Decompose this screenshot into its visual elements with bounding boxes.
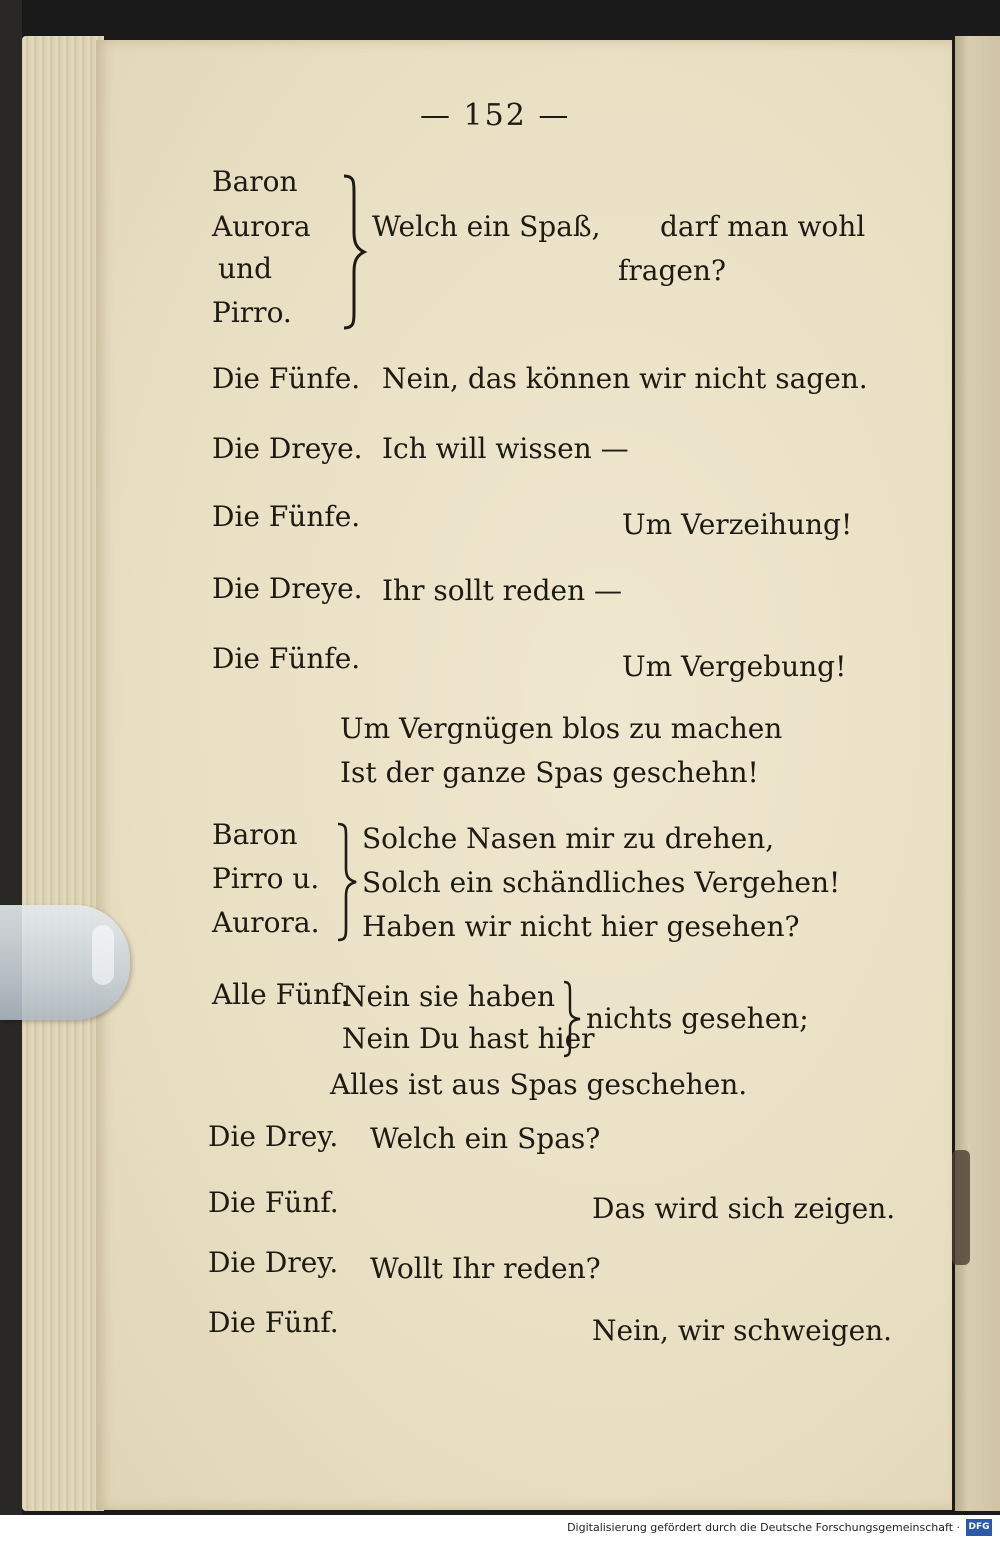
facing-page-edge xyxy=(955,36,1000,1511)
dialogue-speaker: Die Dreye. xyxy=(212,432,363,465)
dfg-logo: DFG xyxy=(966,1519,992,1536)
curly-brace-2 xyxy=(334,820,360,945)
dialogue-speaker: Die Dreye. xyxy=(212,572,363,605)
dialogue-speaker: Die Fünfe. xyxy=(212,642,361,675)
dialogue-speaker: Die Fünfe. xyxy=(212,500,361,533)
verse-line: Ist der ganze Spas geschehn! xyxy=(340,756,759,789)
footer-bar xyxy=(0,1515,1000,1543)
block1-line1: Welch ein Spaß, xyxy=(372,210,601,243)
speaker-pirro: Pirro. xyxy=(212,296,292,329)
dialogue-text: Ihr sollt reden — xyxy=(382,574,623,607)
speaker-aurora: Aurora xyxy=(212,210,311,243)
speaker-baron-2: Baron xyxy=(212,818,298,851)
dialogue-speaker: Die Drey. xyxy=(208,1246,339,1279)
dialogue-text: Nein, wir schweigen. xyxy=(592,1314,893,1347)
page-number: — 152 — xyxy=(420,98,571,133)
dialogue-speaker: Die Fünf. xyxy=(208,1186,339,1219)
block3-joint: nichts gesehen; xyxy=(586,1002,809,1035)
verse-line: Um Vergnügen blos zu machen xyxy=(340,712,783,745)
curly-brace-3 xyxy=(560,978,584,1060)
block2-line: Solch ein schändliches Vergehen! xyxy=(362,866,841,899)
dialogue-text: Um Verzeihung! xyxy=(622,508,853,541)
block3-line2: Nein Du hast hier xyxy=(342,1022,595,1055)
dialogue-text: Wollt Ihr reden? xyxy=(370,1252,601,1285)
page-stain xyxy=(952,1150,970,1265)
block2-line: Haben wir nicht hier gesehen? xyxy=(362,910,800,943)
clip-highlight xyxy=(92,925,114,985)
speaker-pirro-2: Pirro u. xyxy=(212,862,320,895)
block1-line1b: darf man wohl xyxy=(660,210,866,243)
block2-line: Solche Nasen mir zu drehen, xyxy=(362,822,775,855)
block1-line2: fragen? xyxy=(618,254,726,287)
dialogue-text: Nein, das können wir nicht sagen. xyxy=(382,362,868,395)
speaker-und: und xyxy=(218,252,272,285)
curly-brace-1 xyxy=(338,172,368,332)
speaker-alle-fuenf: Alle Fünf. xyxy=(212,978,350,1011)
book-spine-edge xyxy=(0,0,22,1515)
block3-line3: Alles ist aus Spas geschehen. xyxy=(330,1068,748,1101)
dialogue-speaker: Die Fünf. xyxy=(208,1306,339,1339)
page-stack-edge xyxy=(22,36,104,1511)
speaker-baron: Baron xyxy=(212,165,298,198)
dialogue-text: Um Vergebung! xyxy=(622,650,847,683)
block3-line1: Nein sie haben xyxy=(342,980,556,1013)
dialogue-text: Das wird sich zeigen. xyxy=(592,1192,896,1225)
dialogue-speaker: Die Drey. xyxy=(208,1120,339,1153)
dialogue-text: Ich will wissen — xyxy=(382,432,629,465)
dialogue-speaker: Die Fünfe. xyxy=(212,362,361,395)
footer-credit: Digitalisierung gefördert durch die Deutsche Forschungsgemeinschaft · xyxy=(567,1521,960,1534)
speaker-aurora-2: Aurora. xyxy=(212,906,320,939)
dialogue-text: Welch ein Spas? xyxy=(370,1122,601,1155)
